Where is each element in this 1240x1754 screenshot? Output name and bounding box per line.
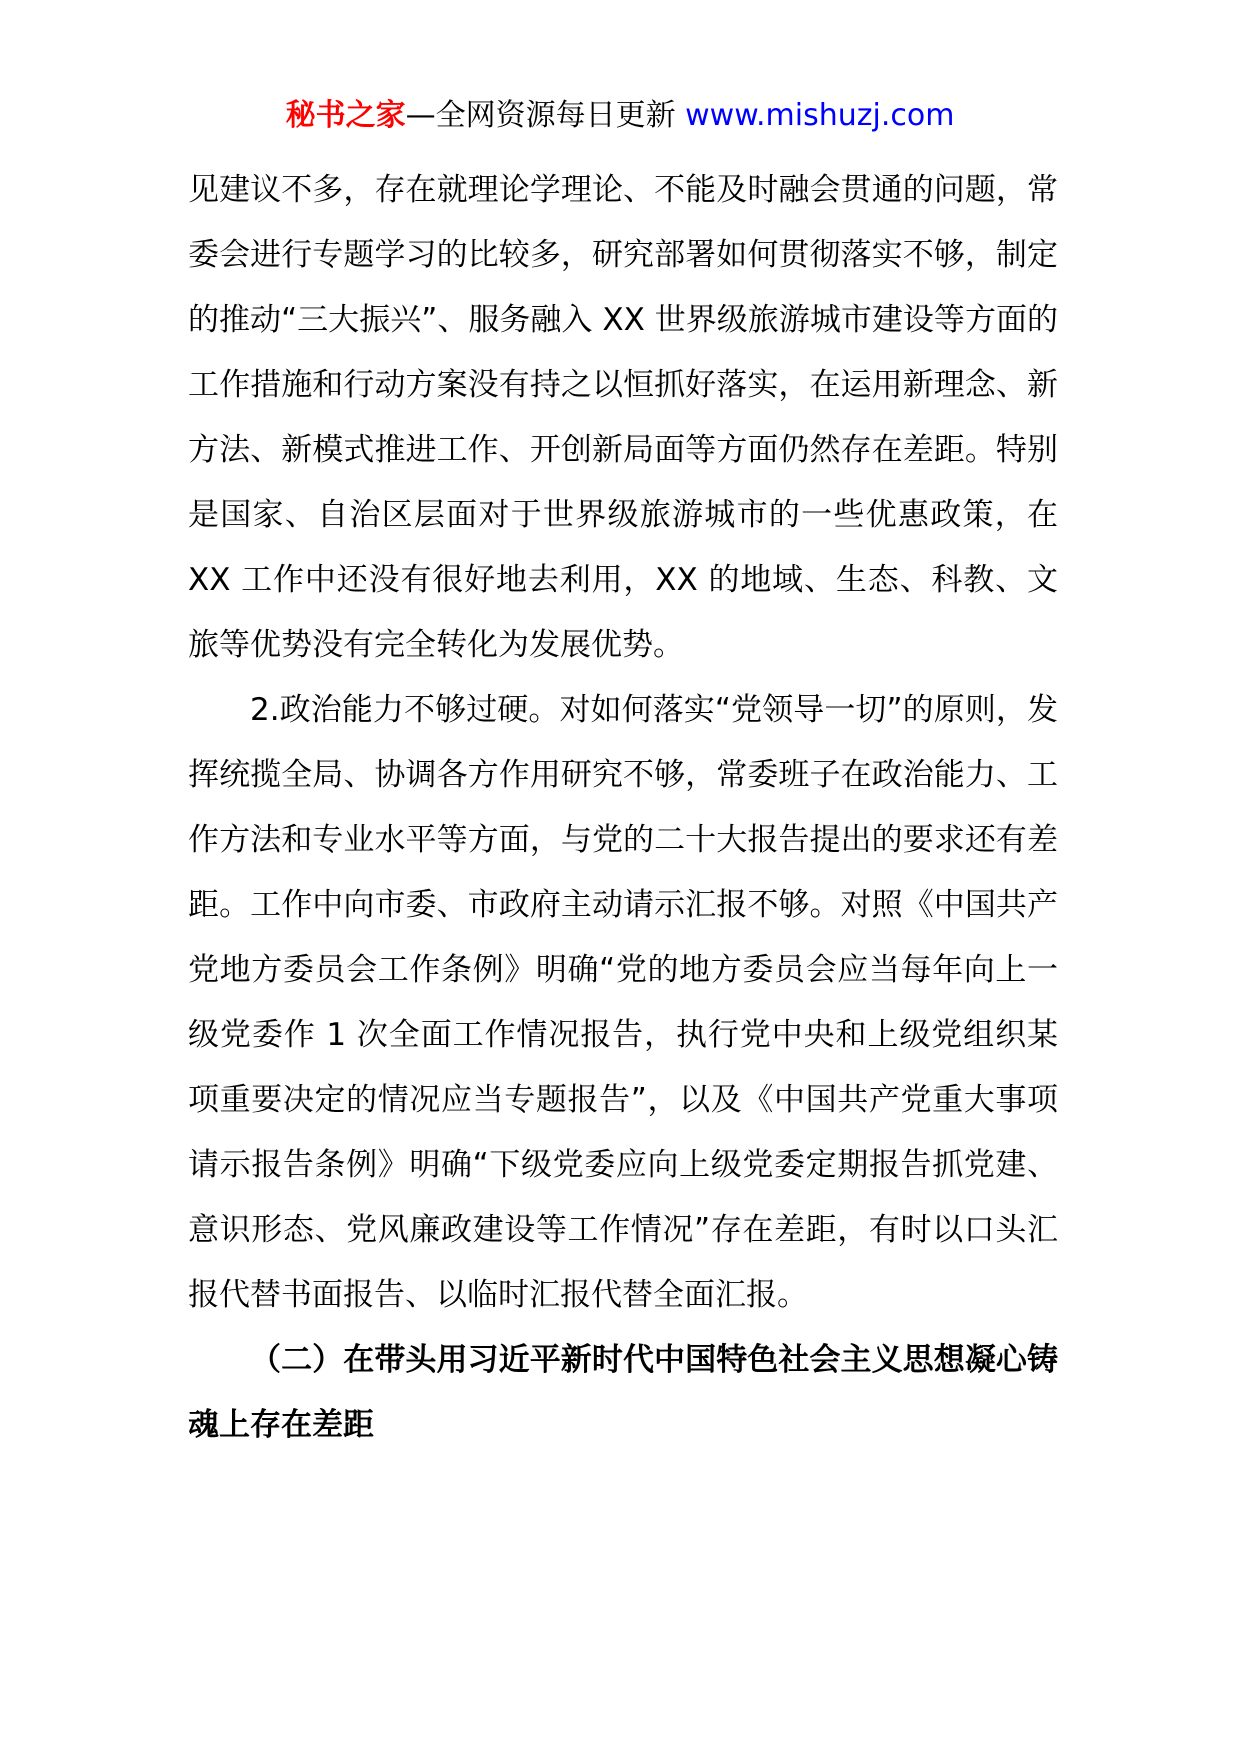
- header-tagline: —全网资源每日更新: [405, 98, 686, 133]
- body-paragraph: 见建议不多，存在就理论学理论、不能及时融会贯通的问题，常委会进行专题学习的比较多，研究部署如何贯彻落实不够，制定的推动“三大振兴”、服务融入 XX 世界级旅游城市建设等方面的工作措施和行动方案没有持之以恒抓好落实，在运用新理念、新方法、新模式推进工作、开创新局面等方面仍然存在差距。特别是国家、自治区层面对于世界级旅游城市的一些优惠政策，在 XX 工作中还没有很好地去利用，XX 的地域、生态、科教、文旅等优势没有完全转化为发展优势。: [188, 172, 1058, 663]
- site-url-link[interactable]: www.mishuzj.com: [685, 98, 955, 133]
- document-body: [188, 158, 1058, 1458]
- body-paragraph: 2.政治能力不够过硬。对如何落实“党领导一切”的原则，发挥统揽全局、协调各方作用研究不够，常委班子在政治能力、工作方法和专业水平等方面，与党的二十大报告提出的要求还有差距。工作中向市委、市政府主动请示汇报不够。对照《中国共产党地方委员会工作条例》明确“党的地方委员会应当每年向上一级党委作 1 次全面工作情况报告，执行党中央和上级党组织某项重要决定的情况应当专题报告”，以及《中国共产党重大事项请示报告条例》明确“下级党委应向上级党委定期报告抓党建、意识形态、党风廉政建设等工作情况”存在差距，有时以口头汇报代替书面报告、以临时汇报代替全面汇报。: [188, 692, 1058, 1313]
- brand-name: 秘书之家: [285, 98, 406, 133]
- site-header: [0, 96, 1240, 136]
- section-heading: （二）在带头用习近平新时代中国特色社会主义思想凝心铸魂上存在差距: [188, 1342, 1058, 1443]
